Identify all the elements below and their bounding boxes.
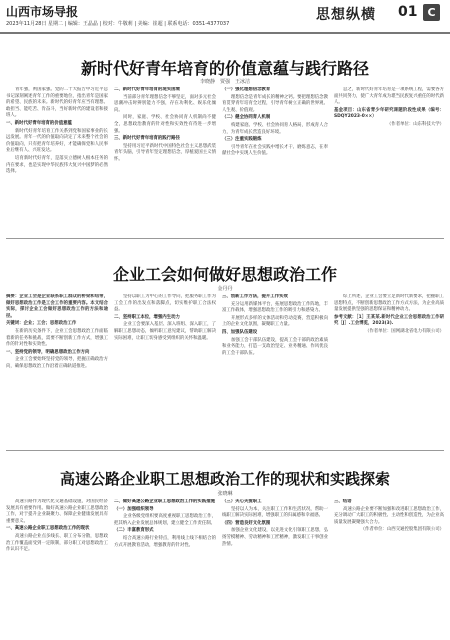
section-heading: （一）加强组织领导 <box>114 506 154 512</box>
paragraph: 高速公路企业要不断加强和改进职工思想政治工作，充分调动广大职工的积极性、主动性和创造性，为企业高质量发展凝聚强大合力。 <box>334 506 444 525</box>
page-number: 01 <box>398 4 418 20</box>
section-heading: 一、高速公路企业职工思想政治工作的现状 <box>6 526 90 532</box>
paper-name: 山西市场导报 <box>6 5 79 19</box>
paragraph: 理想信念是青年成长的精神之钙。要把理想信念教育贯穿青年培育全过程，引导青年树立正确的世界观、人生观、价值观。 <box>222 94 328 113</box>
article-3-column-4 <box>334 499 444 636</box>
paragraph: 结合高速公路行业特点，利用线上线下相结合的方式开展教育活动，增强教育的针对性。 <box>114 535 216 548</box>
section-heading: （三）注重实践锻炼 <box>222 137 262 143</box>
section-heading: 三、结语 <box>334 499 352 504</box>
article-2-column-3 <box>222 294 328 446</box>
article-note: 基金项目：山东省青少年研究课题阶段性成果（编号：SDQY2023-0××） <box>334 107 444 120</box>
paragraph: 企业各级党组织要高度重视职工思想政治工作，把其纳入企业发展总体规划，建立健全工作责任制。 <box>114 514 216 526</box>
paragraph: 开展形式多样的文体活动和劳动竞赛，营造积极向上的企业文化氛围，凝聚职工力量。 <box>222 315 328 328</box>
paragraph: 青年强，则国家强。党的二十大报告中习近平总书记深刻阐述青年工作的重要地位，指出青年是国家的希望、民族的未来。新时代的好青年应当有理想、敢担当、能吃苦、肯奋斗，当好新时代的建设者和接班人。 <box>6 87 108 119</box>
paragraph: 综上所述，企业工会要立足新时代新要求，把握职工思想特点，不断创新思想政治工作方式方法，为企业高质量发展提供坚强的思想保证和精神动力。 <box>334 294 444 313</box>
paragraph: 高速公路企业点多线长、职工分布分散，思想政治工作覆盖面受到一定限制，部分职工对思想政治工作认识不足。 <box>6 533 108 553</box>
article-2-title: 企业工会如何做好思想政治工作 <box>112 265 337 284</box>
masthead <box>0 0 450 40</box>
article-2-column-2 <box>114 294 216 446</box>
paragraph: 加强工会干部队伍建设，提高工会干部的政治素质和业务能力，打造一支政治坚定、业务精通、作风优良的工会干部队伍。 <box>222 337 328 356</box>
section-heading: 二、新时代好青年培育的现实困境 <box>114 87 180 92</box>
page-badge: C <box>423 4 440 21</box>
section-heading: 一、坚持党的领导，明确思想政治工作方向 <box>6 349 90 355</box>
author-affiliation: （作者单位：山西交通控股集团有限公司） <box>360 527 444 533</box>
issue-line: 2023年11月28日 星期二 | 编辑：王晶晶 | 校对：牛敬莉 | 美编：崔超 | 联系电话：0351-4377037 <box>6 21 230 27</box>
author-affiliation: （作者单位：国网湖北省电力有限公司） <box>364 328 444 334</box>
section-heading: （三）关心关爱职工 <box>222 499 262 504</box>
section-heading: （四）营造良好文化氛围 <box>222 520 271 526</box>
paragraph: 引导青年在社会实践中增长才干、磨炼意志，在奉献社会中实现人生价值。 <box>222 144 328 157</box>
article-1-column-4 <box>334 87 444 235</box>
paragraph: 坚持以职工为中心的工作导向，把服务职工作为工会工作的出发点和落脚点，切实维护职工合法权益。 <box>114 294 216 313</box>
section-heading: 二、做好高速公路企业职工思想政治工作的实践措施 <box>114 499 215 504</box>
paragraph: 构建家庭、学校、社会协同育人格局，形成育人合力，为青年成长营造良好环境。 <box>222 122 328 135</box>
article-note: 摘要：企业工会是企业联系职工群众的桥梁和纽带，做好思想政治工作是工会工作的重要内容。本文结合实际，探讨企业工会做好思想政治工作的方法和途径。 <box>6 294 108 319</box>
paragraph: 充分运用新媒体平台，拓展思想政治工作阵地，丰富工作载体，增强思想政治工作的吸引力和感染力。 <box>222 301 328 314</box>
section-heading: 三、新时代好青年培育的践行路径 <box>114 136 180 142</box>
paragraph: 在新的历史条件下，企业工会思想政治工作面临着新的任务和挑战，需要不断创新工作方式，增强工作的针对性和实效性。 <box>6 328 108 348</box>
article-note: 参考文献：［1］王某某.新时代企业工会思想政治工作研究［J］.工会博览，2023(3). <box>334 314 444 327</box>
paragraph: 培育新时代好青年，是落实立德树人根本任务的内在要求，也是实现中华民族伟大复兴中国梦的必然选择。 <box>6 155 108 175</box>
page-indicator <box>390 3 448 23</box>
paragraph: 企业工会要始终坚持党的领导，把握正确政治方向，确保思想政治工作沿着正确轨道推进。 <box>6 357 108 369</box>
paragraph: 企业工会要深入基层、深入班组、深入职工，了解职工思想动态，倾听职工意见建议，帮助职工解决实际困难，让职工切身感受到组织的关怀和温暖。 <box>114 322 216 341</box>
article-3-column-1 <box>6 499 108 636</box>
article-1-column-1 <box>6 87 108 235</box>
paragraph: 总之，新时代好青年培育是一项系统工程，需要各方面共同努力，使广大青年成为堪当民族复兴重任的时代新人。 <box>334 87 444 106</box>
section-title: 思想纵横 <box>316 7 376 23</box>
article-2-column-1 <box>6 294 108 446</box>
masthead-rule <box>0 32 450 34</box>
section-heading: 三、创新工作方法，提升工作实效 <box>222 294 288 299</box>
section-heading: （二）丰富教育形式 <box>114 528 154 534</box>
paragraph: 新时代好青年培育工作关系到党和国家事业的长远发展。青年一代的价值取向决定了未来整个社会的价值取向，只有把青年培养好，才能确保党和人民事业后继有人、兴旺发达。 <box>6 128 108 154</box>
section-heading: （一）强化理想信念教育 <box>222 87 271 92</box>
paragraph: 坚持以人为本，关注职工工作和生活状况，帮助一线职工解决实际困难，增强职工的归属感和幸福感。 <box>222 506 328 519</box>
paragraph: 当前部分青年理想信念不够坚定，面对多元社会思潮冲击时辨别能力不强，存在功利化、娱乐化倾向。 <box>114 94 216 113</box>
article-3-byline: 张晓琳 <box>217 491 233 497</box>
article-note: 关键词：企业；工会；思想政治工作 <box>6 321 77 327</box>
section-heading: 一、新时代好青年培育的价值意蕴 <box>6 120 72 126</box>
article-2-byline: 金丹丹 <box>217 286 233 292</box>
article-1-column-3 <box>222 87 328 235</box>
article-2-column-4 <box>334 294 444 446</box>
section-heading: 四、加强队伍建设 <box>222 329 258 335</box>
article-1-byline: 李晓静 贾强 王冰洁 <box>199 79 250 85</box>
section-heading: （二）健全协同育人机制 <box>222 115 271 121</box>
article-3-column-3 <box>222 499 328 636</box>
paragraph: 坚持用习近平新时代中国特色社会主义思想武装青年头脑，引导青年坚定理想信念，厚植爱国主义情怀。 <box>114 143 216 162</box>
author-affiliation: （作者单位：山东科技大学） <box>386 121 444 127</box>
article-1-column-2 <box>114 87 216 235</box>
paragraph: 加强企业文化建设，以先进文化引领职工思想，弘扬劳模精神、劳动精神和工匠精神，激发职工干事创业热情。 <box>222 528 328 547</box>
section-heading: 二、坚持职工本位，增强内生动力 <box>114 314 180 320</box>
divider <box>6 238 444 239</box>
article-3-column-2 <box>114 499 216 636</box>
article-3-title: 高速公路企业职工思想政治工作的现状和实践探索 <box>59 470 390 488</box>
divider <box>6 450 444 451</box>
paragraph: 高速公路作为现代化交通基础设施，对国民经济发展具有重要作用。做好高速公路企业职工思想政治工作，对于提升企业凝聚力、保障企业健康发展具有重要意义。 <box>6 499 108 524</box>
article-1-title: 新时代好青年培育的价值意蕴与践行路径 <box>80 59 369 78</box>
paragraph: 同时，家庭、学校、社会协同育人机制尚不健全，思想政治教育的针对性和实效性有待进一步增强。 <box>114 115 216 134</box>
